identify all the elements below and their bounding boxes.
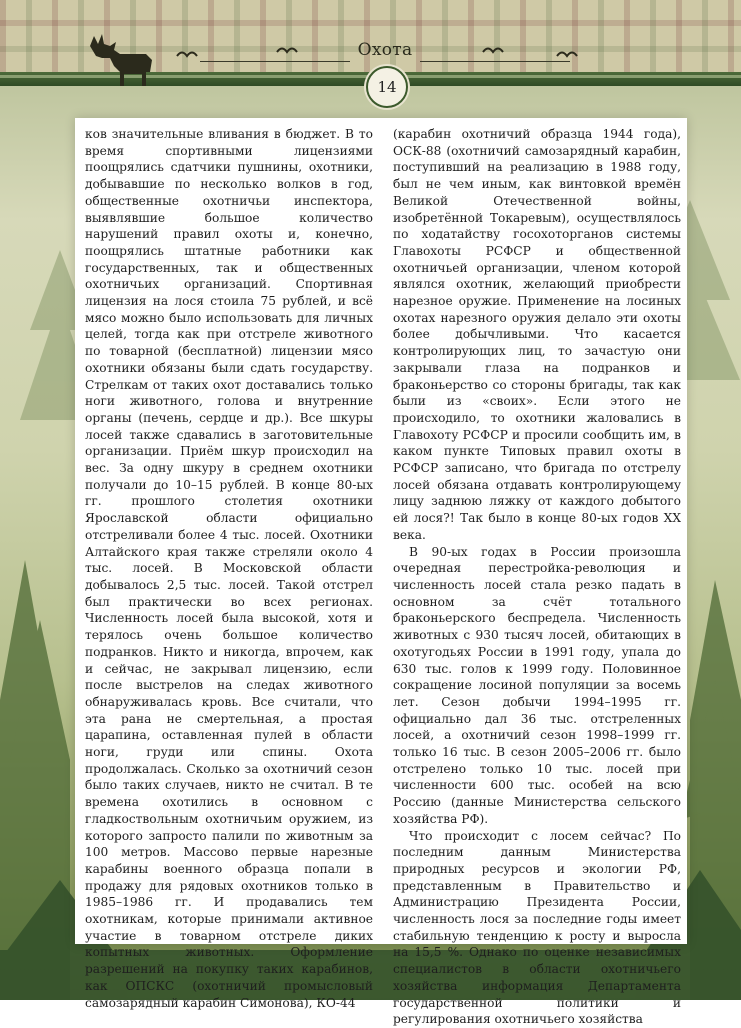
article-column-left xyxy=(85,126,373,1011)
article-column-right xyxy=(393,126,681,1028)
article-page xyxy=(75,118,687,1027)
section-title: Охота xyxy=(357,40,413,60)
flying-bird-icon xyxy=(482,44,504,58)
paragraph: ков значительные вливания в бюджет. В то время спортивными лицензиями поощрялись сдатчики пушнины, охотники, добывавшие по несколько волков в год, общественные охотничьи инспектора, выявлявшие большое количество нарушений правил охоты и, конечно, поощрялись штатные работники как государственных, так и общественных охотничьих организаций. Спортивная лицензия на лося стоила 75 рублей, и всё мясо можно было использовать для личных целей, тогда как при отстреле животного по товарной (бесплатной) лицензии мясо охотники обязаны были сдать государству. Стрелкам от таких охот доставались только ноги животного, голова и внутренние органы (печень, сердце и др.). Все шкуры лосей также сдавались в заготовительные организации. Приём шкур происходил на вес. За одну шкуру в среднем охотники получали до 10–15 рублей. В конце 80-ых гг. прошлого столетия охотники Ярославской области официально отстреливали более 4 тыс. лосей. Охотники Алтайского края также стреляли около 4 тыс. лосей. В Московской области добывалось 2,5 тыс. лосей. Такой отстрел был практически во всех регионах. Численность лосей была высокой, хотя и терялось очень большое количество подранков. Никто и никогда, впрочем, как и сейчас, не закрывал лицензию, если после выстрелов на следах животного обнаруживалась кровь. Все считали, что эта рана не смертельная, а простая царапина, оставленная пулей в области ноги, груди или спины. Охота продолжалась. Сколько за охотничий сезон было таких случаев, никто не считал. В те времена охотились в основном с гладкоствольным охотничьим оружием, из которого запросто палили по животным за 100 метров. Массово первые нарезные карабины военного образца попали в продажу для рядовых охотников только в 1985–1986 гг. И продавались тем охотникам, которые принимали активное участие в товарном отстреле диких копытных животных. Оформление разрешений на покупку таких карабинов, как ОПСКС (охотничий промысловый самозарядный карабин Симонова), КО-44 xyxy=(85,127,373,1010)
moose-icon xyxy=(80,28,160,88)
paragraph: (карабин охотничий образца 1944 года), ОСК-88 (охотничий самозарядный карабин, поступивший на реализацию в 1988 году, был не чем иным, как винтовкой времён Великой Отечественной войны, изобретённой Токаревым), осуществлялось по ходатайству госохоторганов системы Главохоты РСФСР и общественной охотничьей организации, членом которой являлся охотник, желающий приобрести нарезное оружие. Применение на лосиных охотах нарезного оружия делало эти охоты более добычливыми. Что касается контролирующих лиц, то зачастую они закрывали глаза на подранков и браконьерство со стороны бригады, так как были из «своих». Если этого не происходило, то охотники жаловались в Главохоту РСФСР и просили сообщить им, в каком пункте Типовых правил охоты в РСФСР записано, что бригада по отстрелу лосей обязана отдавать контролирующему лицу заднюю ляжку от каждого добытого ей лося?! Так было в конце 80-ых годов XX века. xyxy=(393,127,681,542)
flying-bird-icon xyxy=(276,44,298,58)
header-rule-left xyxy=(200,61,350,62)
flying-bird-icon xyxy=(556,48,578,62)
flying-bird-icon xyxy=(176,48,198,62)
header-rule-right xyxy=(420,61,570,62)
paragraph: В 90-ых годах в России произошла очередная перестройка-революция и численность лосей стала резко падать в основном за счёт тотального браконьерского беспредела. Численность животных с 930 тысяч лосей, обитающих в охотугодьях России в 1991 году, упала до 630 тыс. голов к 1999 году. Половинное сокращение лосиной популяции за восемь лет. Сезон добычи 1994–1995 гг. официально дал 36 тыс. отстреленных лосей, а охотничий сезон 1998–1999 гг. только 16 тыс. В сезон 2005–2006 гг. было отстрелено только 10 тыс. лосей при численности 600 тыс. особей на всю Россию (данные Министерства сельского хозяйства РФ). xyxy=(393,544,681,826)
paragraph: Что происходит с лосем сейчас? По последним данным Министерства природных ресурсов и экологии РФ, представленным в Правительство и Администрацию Президента России, численность лося за последние годы имеет стабильную тенденцию к росту и выросла на 15,5 %. Однако по оценке независимых специалистов в области охотничьего хозяйства информация Департамента государственной политики и регулирования охотничьего хозяйства xyxy=(393,828,681,1027)
page-number-badge: 14 xyxy=(366,66,408,108)
